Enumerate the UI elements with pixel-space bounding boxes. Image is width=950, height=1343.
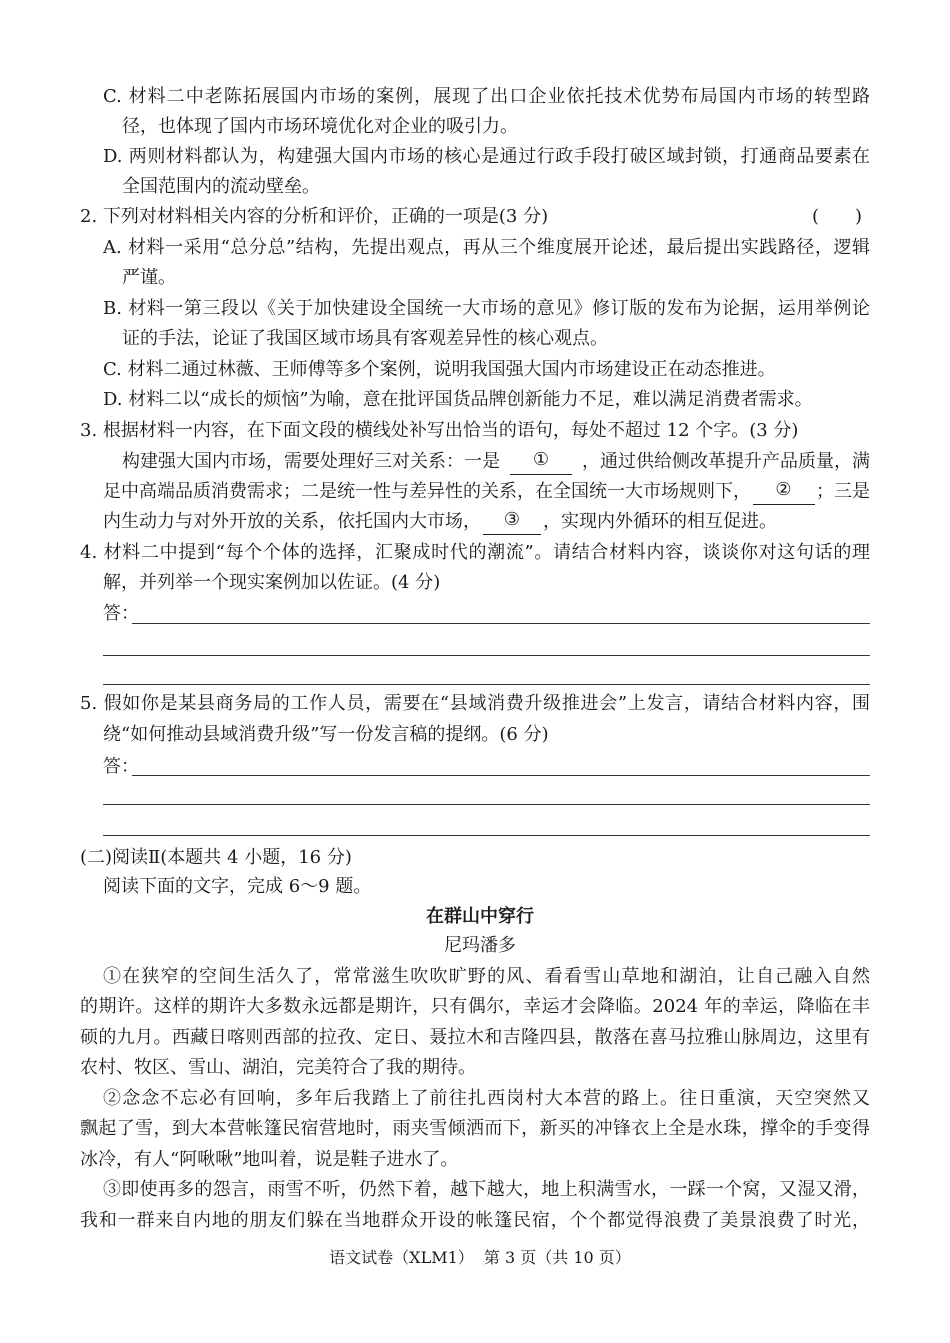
q3-text: 构建强大国内市场，需要处理好三对关系：一是 xyxy=(122,451,500,472)
q1-option-d-line1: D. 两则材料都认为，构建强大国内市场的核心是通过行政手段打破区域封锁，打通商品要素在 xyxy=(103,146,870,167)
q2-option-b-line1: B. 材料一第三段以《关于加快建设全国统一大市场的意见》修订版的发布为论据，运用举例论 xyxy=(103,298,870,319)
q2-option-b-line2: 证的手法，论证了我国区域市场具有客观差异性的核心观点。 xyxy=(122,328,608,349)
paragraph-2-line: ②念念不忘必有回响，多年后我踏上了前往扎西岗村大本营的路上。往日重演，天空突然又 xyxy=(103,1088,870,1109)
q3-blank-3[interactable]: ③ xyxy=(483,509,541,535)
q2-option-a-line1: A. 材料一采用“总分总”结构，先提出观点，再从三个维度展开论述，最后提出实践路径，逻辑 xyxy=(103,237,870,258)
paragraph-3-line: ③即使再多的怨言，雨雪不听，仍然下着，越下越大，地上积满雪水，一踩一个窝，又湿又滑， xyxy=(103,1179,870,1200)
q3-text: ，实现内外循环的相互促进。 xyxy=(543,511,777,532)
q1-option-d-line2: 全国范围内的流动壁垒。 xyxy=(122,176,320,197)
paragraph-1-line: 的期许。这样的期许大多数永远都是期许，只有偶尔，幸运才会降临。2024 年的幸运，降临在丰 xyxy=(80,996,870,1017)
q1-option-c-line1: C. 材料二中老陈拓展国内市场的案例，展现了出口企业依托技术优势布局国内市场的转型路 xyxy=(103,86,870,107)
q3-passage-line1 xyxy=(122,449,870,475)
paragraph-2-line: 飘起了雪，到大本营帐篷民宿营地时，雨夹雪倾洒而下，新买的冲锋衣上全是水珠，撑伞的手变得 xyxy=(80,1118,870,1139)
q5-answer-line[interactable] xyxy=(103,804,870,805)
reading-instruction: 阅读下面的文字，完成 6～9 题。 xyxy=(103,876,372,897)
paragraph-3-line: 我和一群来自内地的朋友们躲在当地群众开设的帐篷民宿，个个都觉得浪费了美景浪费了时光， xyxy=(80,1210,870,1231)
q2-option-a-line2: 严谨。 xyxy=(122,267,176,288)
article-author: 尼玛潘多 xyxy=(444,935,516,956)
q3-stem: 3. 根据材料一内容，在下面文段的横线处补写出恰当的语句，每处不超过 12 个字。(3 分) xyxy=(80,420,799,441)
q3-text: ，通过供给侧改革提升产品质量，满 xyxy=(582,451,870,472)
q4-answer-line[interactable] xyxy=(103,655,870,656)
q5-answer-label: 答： xyxy=(103,756,139,777)
page-footer: 语文试卷（XLM1） 第 3 页（共 10 页） xyxy=(329,1248,631,1267)
q2-stem: 2. 下列对材料相关内容的分析和评价，正确的一项是(3 分) xyxy=(80,206,549,227)
q3-blank-2[interactable]: ② xyxy=(753,479,815,505)
q4-stem-line1: 4. 材料二中提到“每个个体的选择，汇聚成时代的潮流”。请结合材料内容，谈谈你对这句话的理 xyxy=(80,542,870,563)
paragraph-1-line: 农村、牧区、雪山、湖泊，完美符合了我的期待。 xyxy=(80,1057,476,1078)
q4-stem-line2: 解，并列举一个现实案例加以佐证。(4 分) xyxy=(103,572,441,593)
q3-text: 内生动力与对外开放的关系，依托国内大市场， xyxy=(103,511,481,532)
paragraph-1-line: ①在狭窄的空间生活久了，常常滋生吹吹旷野的风、看看雪山草地和湖泊，让自己融入自然 xyxy=(103,966,870,987)
q3-text: 足中高端品质消费需求；二是统一性与差异性的关系，在全国统一大市场规则下， xyxy=(103,481,751,502)
section-heading: (二)阅读Ⅱ(本题共 4 小题，16 分) xyxy=(80,847,352,868)
q5-stem-line1: 5. 假如你是某县商务局的工作人员，需要在“县域消费升级推进会”上发言，请结合材料内容，围 xyxy=(80,693,870,714)
q2-answer-bracket: ( ) xyxy=(812,206,863,227)
q5-stem-line2: 绕“如何推动县域消费升级”写一份发言稿的提纲。(6 分) xyxy=(103,724,549,745)
paragraph-1-line: 硕的九月。西藏日喀则西部的拉孜、定日、聂拉木和吉隆四县，散落在喜马拉雅山脉周边，这里有 xyxy=(80,1027,870,1048)
q4-answer-label: 答： xyxy=(103,603,139,624)
q4-answer-line[interactable] xyxy=(103,684,870,685)
q3-blank-1[interactable]: ① xyxy=(510,449,572,475)
q2-option-c: C. 材料二通过林薇、王师傅等多个案例，说明我国强大国内市场建设正在动态推进。 xyxy=(103,359,776,380)
q3-passage-line2 xyxy=(103,479,870,505)
q5-answer-line[interactable] xyxy=(132,775,870,776)
q5-answer-line[interactable] xyxy=(103,835,870,836)
q4-answer-line[interactable] xyxy=(132,623,870,624)
q1-option-c-line2: 径，也体现了国内市场环境优化对企业的吸引力。 xyxy=(122,116,518,137)
q3-passage-line3 xyxy=(103,509,777,535)
paragraph-2-line: 冰冷，有人“阿啾啾”地叫着，说是鞋子进水了。 xyxy=(80,1149,459,1170)
article-title: 在群山中穿行 xyxy=(426,906,534,927)
q2-option-d: D. 材料二以“成长的烦恼”为喻，意在批评国货品牌创新能力不足，难以满足消费者需求。 xyxy=(103,389,813,410)
q3-text: ；三是 xyxy=(816,481,870,502)
